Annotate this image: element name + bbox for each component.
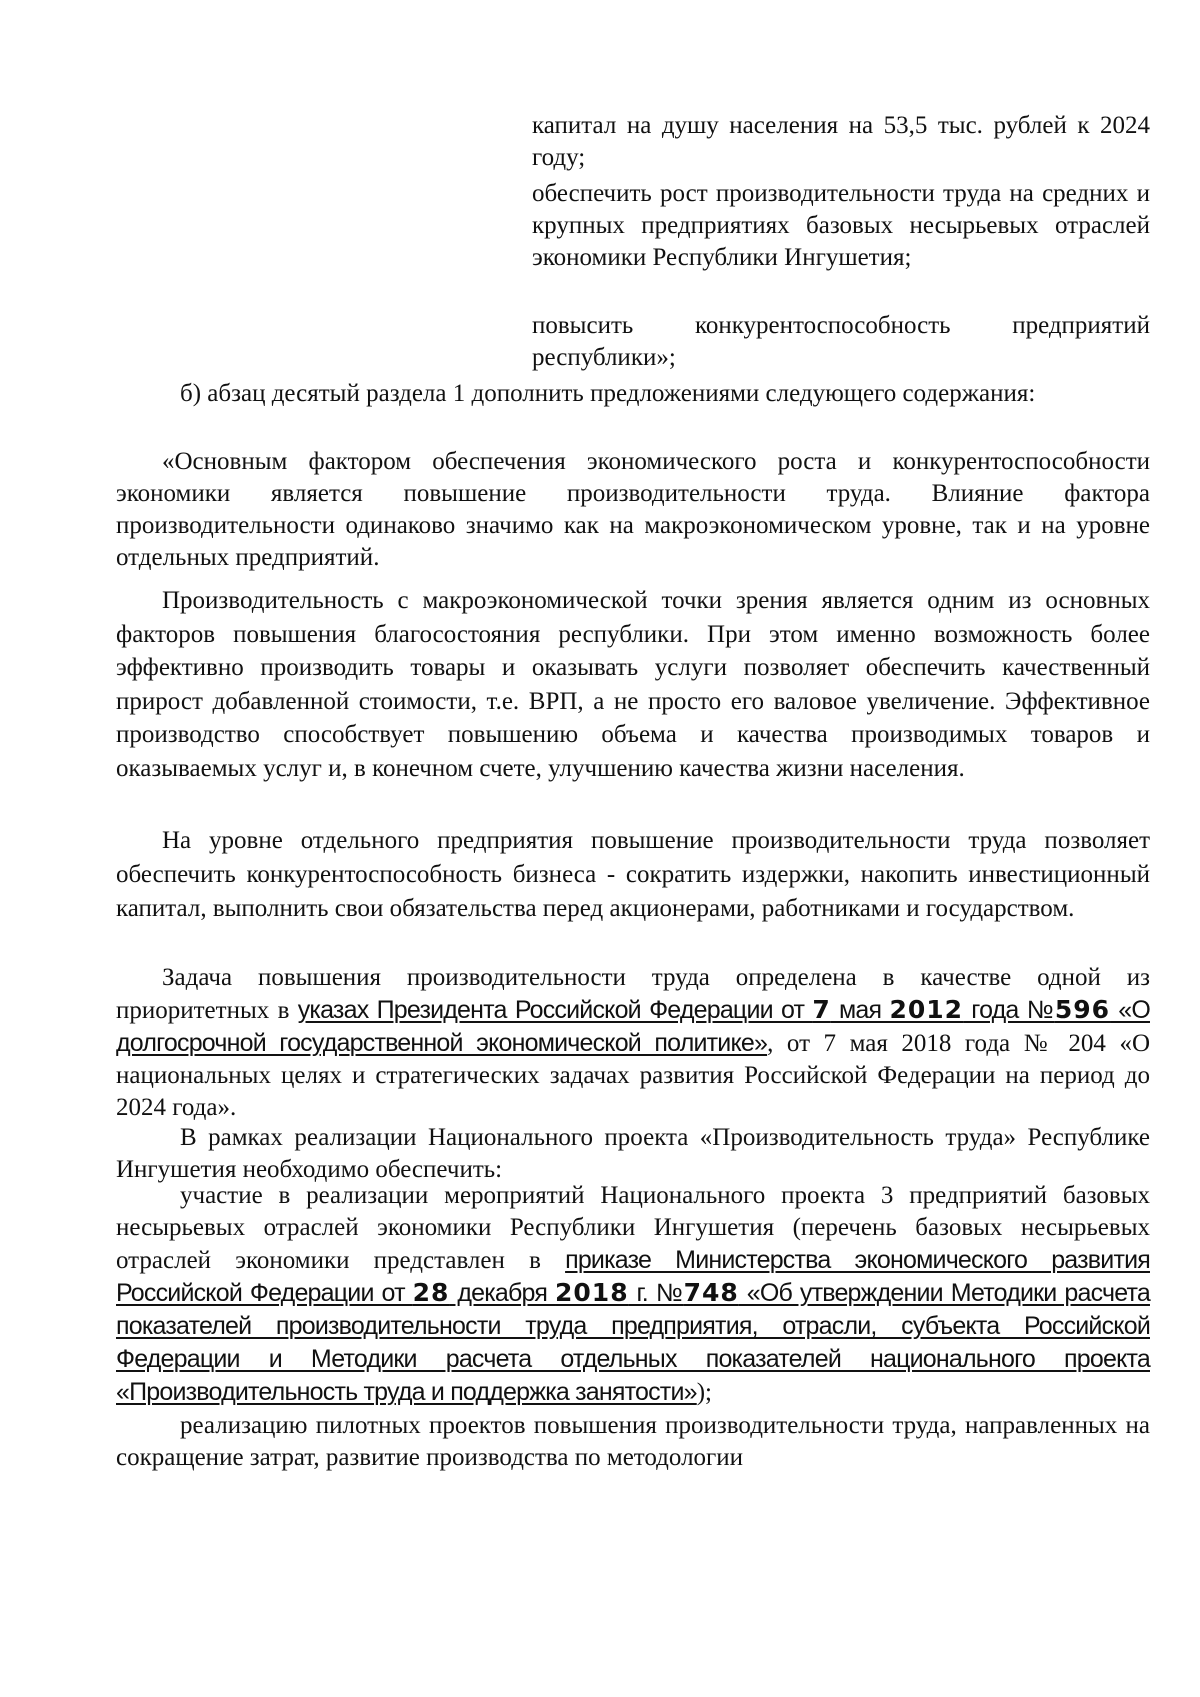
paragraph-capital-per-capita: капитал на душу населения на 53,5 тыс. рублей к 2024 году; — [532, 112, 1150, 171]
paragraph-participation-intro: участие в реализации мероприятий Национального проекта 3 предприятий базовых несырьевых отраслей экономики Республики Ингушетия (перечень базовых несырьевых отраслей экономики представлен в — [116, 1182, 1150, 1274]
paragraph-macroeconomic: Производительность с макроэкономической точки зрения является одним из основных факторов повышения благосостояния республики. При этом именно возможность более эффективно производить товары и оказывать услуги позволяет обеспечить качественный прирост добавленной стоимости, т.е. ВРП, а не просто его валовое увеличение. Эффективное производство способствует повышению объема и качества производимых товаров и оказываемых услуг и, в конечном счете, улучшению качества жизни населения. — [116, 587, 1150, 782]
presidential-decree-link[interactable]: указах Президента Российской Федерации от 7 мая 2012 года №596 «О долгосрочной государственной экономической политике» — [116, 995, 1150, 1057]
ministry-order-link[interactable]: приказе Министерства экономического развития Российской Федерации от 28 декабря 2018 г. №748 «Об утверждении Методики расчета показателей производительности труда предприятия, отрасли, субъекта Российской Федерации и Методики расчета отдельных показателей национального проекта «Производительность труда и поддержка занятости» — [116, 1246, 1150, 1406]
paragraph-competitiveness: повысить конкурентоспособность предприятий республики»; — [532, 312, 1150, 371]
paragraph-priority-task-tail: , от 7 мая 2018 года № 204 «О национальных целях и стратегических задачах развития Российской Федерации на период до 2024 года». — [116, 1030, 1150, 1121]
paragraph-participation — [116, 1180, 1150, 1409]
paragraph-amendment-b: б) абзац десятый раздела 1 дополнить предложениями следующего содержания: — [180, 380, 1036, 407]
paragraph-pilot-projects: реализацию пилотных проектов повышения производительности труда, направленных на сокращение затрат, развитие производства по методологии — [116, 1412, 1150, 1471]
paragraph-enterprise-level: На уровне отдельного предприятия повышение производительности труда позволяет обеспечить конкурентоспособность бизнеса - сократить издержки, накопить инвестиционный капитал, выполнить свои обязательства перед акционерами, работниками и государством. — [116, 827, 1150, 922]
paragraph-priority-task-intro: Задача повышения производительности труда определена в качестве одной из приоритетных в — [116, 964, 1150, 1024]
paragraph-participation-tail: ); — [696, 1379, 713, 1406]
paragraph-labor-productivity-growth: обеспечить рост производительности труда на средних и крупных предприятиях базовых несырьевых отраслей экономики Республики Ингушетия; — [532, 180, 1150, 271]
paragraph-national-project: В рамках реализации Национального проекта «Производительность труда» Республике Ингушетия необходимо обеспечить: — [116, 1124, 1150, 1183]
paragraph-priority-task — [116, 962, 1150, 1124]
paragraph-main-factor: «Основным фактором обеспечения экономического роста и конкурентоспособности экономики является повышение производительности труда. Влияние фактора производительности одинаково значимо как на макроэкономическом уровне, так и на уровне отдельных предприятий. — [116, 448, 1150, 571]
